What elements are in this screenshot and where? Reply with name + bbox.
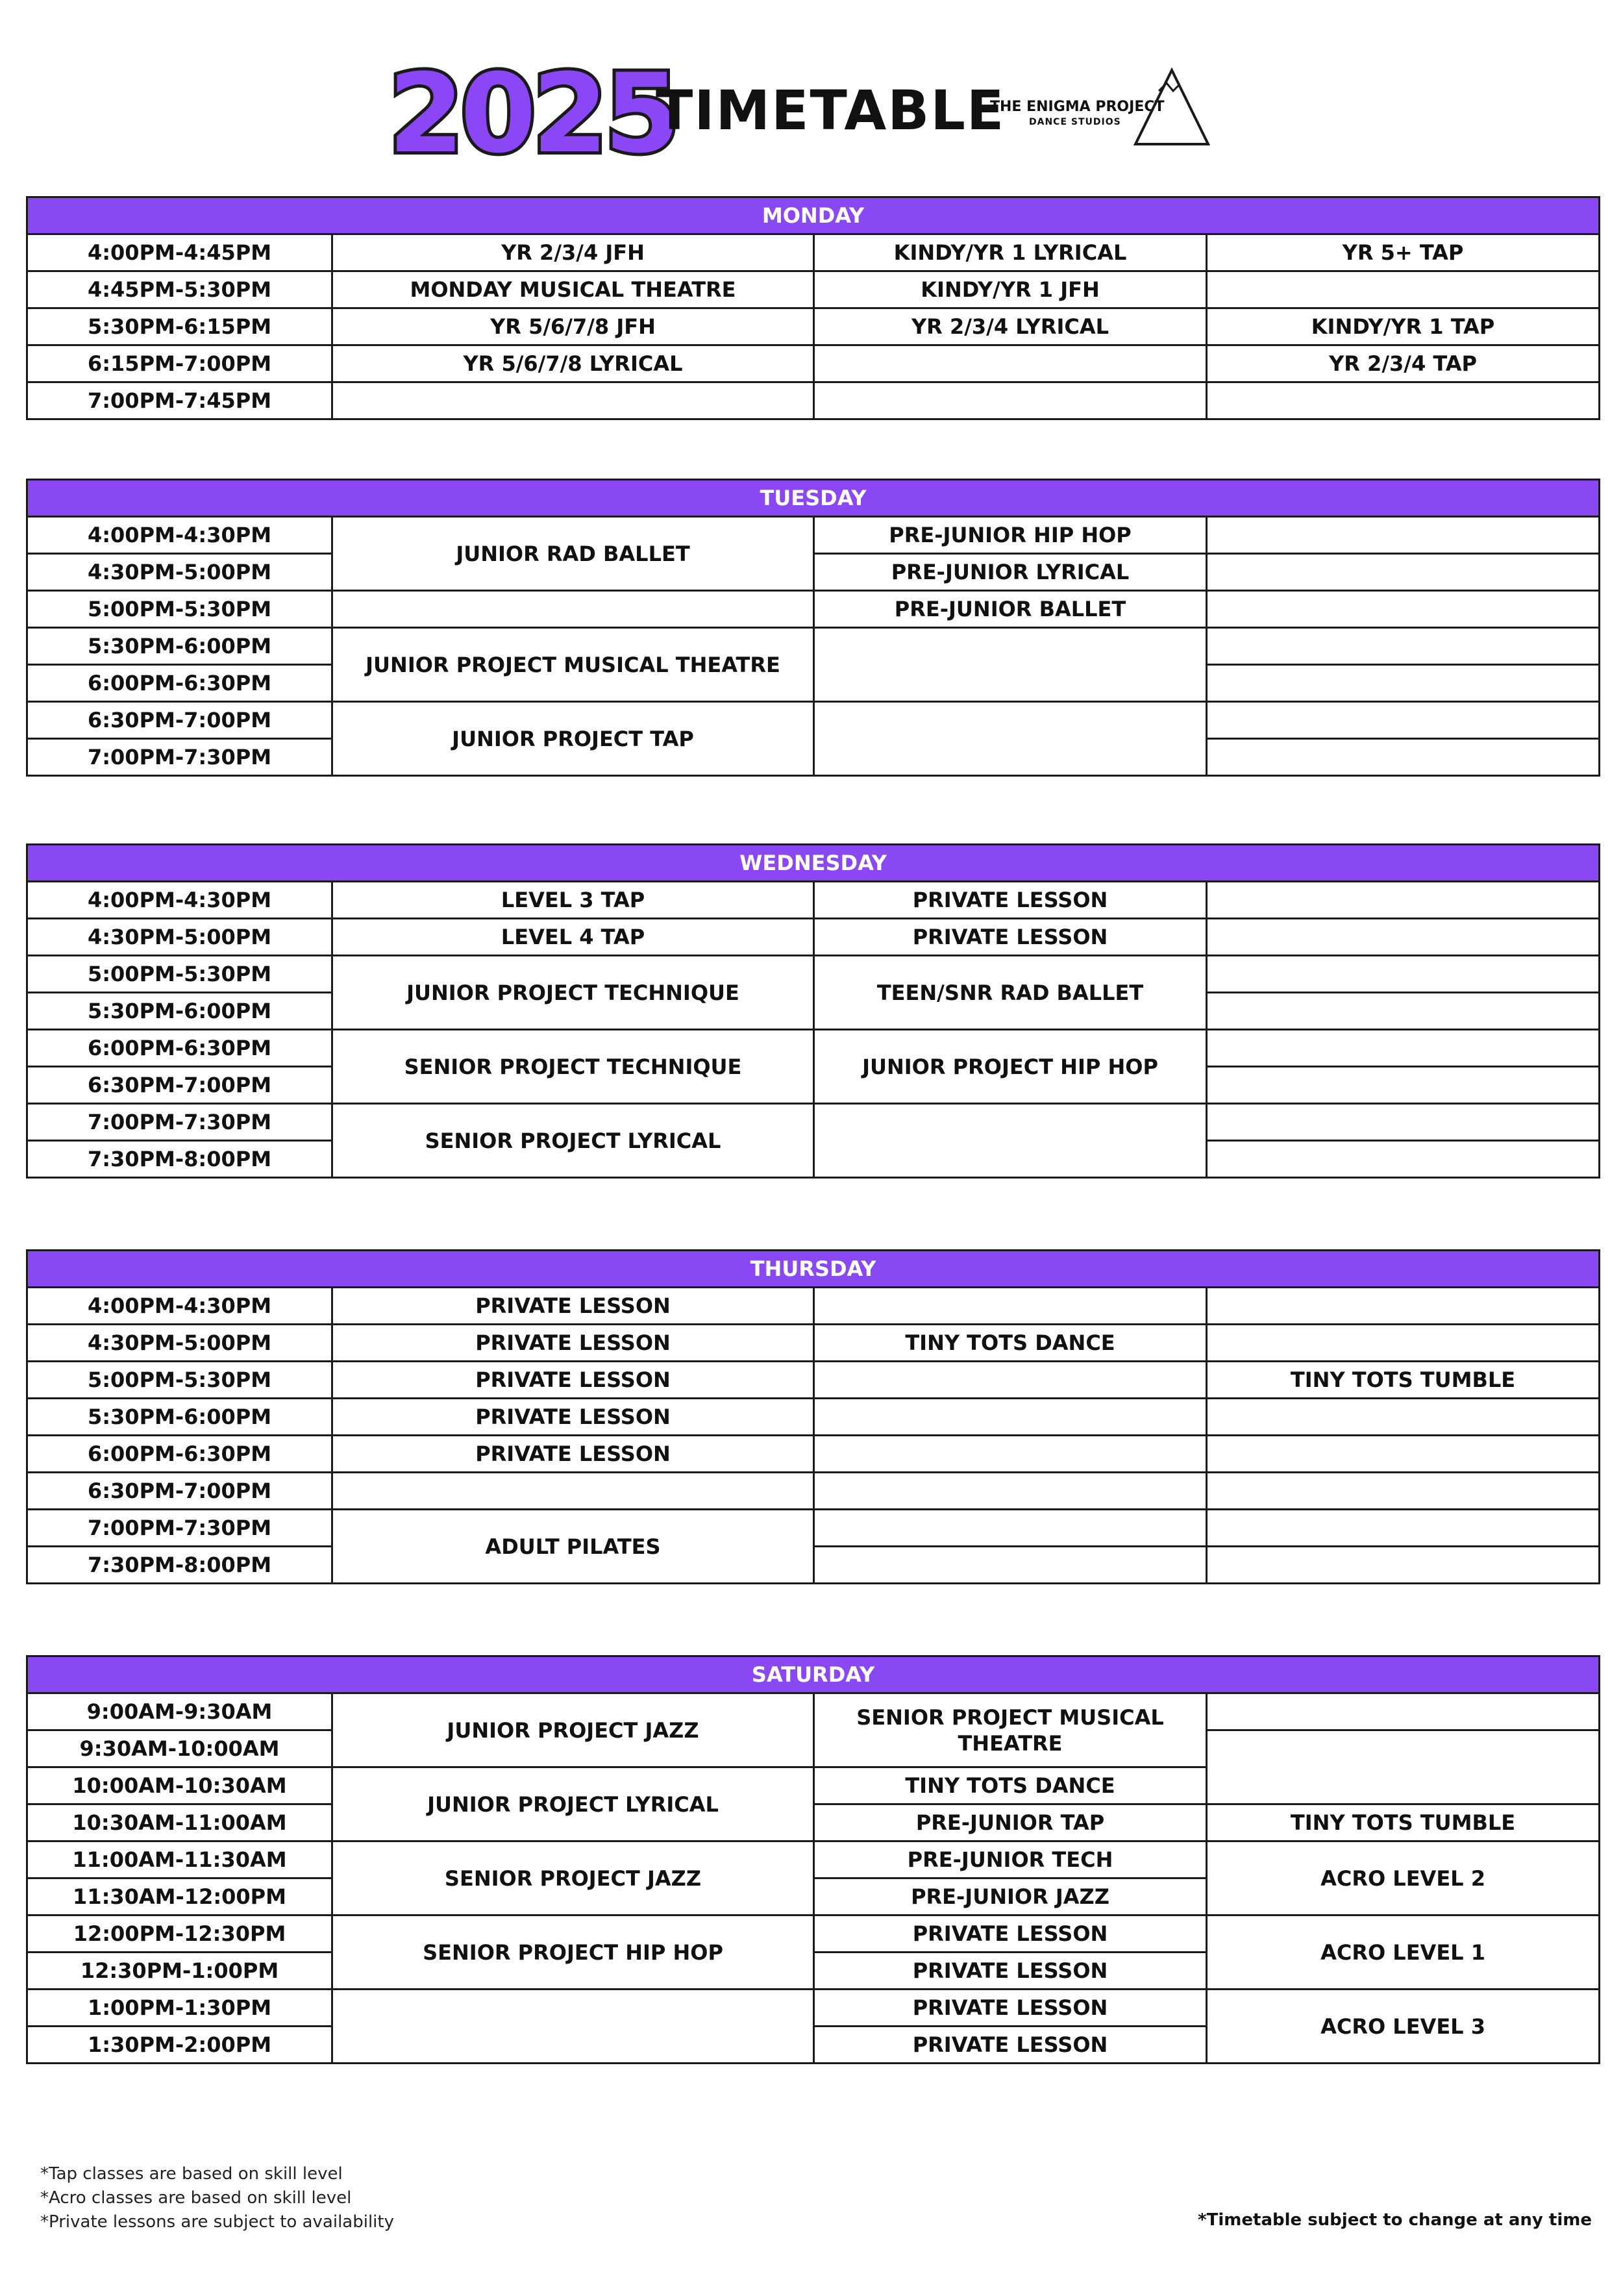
empty-cell [814,1473,1207,1510]
time-cell: 6:15PM-7:00PM [27,345,332,382]
empty-cell [814,1436,1207,1473]
footnote: *Private lessons are subject to availability [40,2212,394,2232]
class-cell: JUNIOR PROJECT TECHNIQUE [332,956,814,1030]
empty-cell [1207,702,1600,739]
tuesday-table [26,479,1600,777]
class-cell: SENIOR PROJECT HIP HOP [332,1915,814,1990]
table-row [27,382,1600,419]
class-cell: TINY TOTS DANCE [814,1325,1207,1362]
time-cell: 5:00PM-5:30PM [27,591,332,628]
empty-cell [814,1399,1207,1436]
disclaimer: *Timetable subject to change at any time [1198,2210,1592,2230]
empty-cell [1207,1730,1600,1804]
class-cell: TEEN/SNR RAD BALLET [814,956,1207,1030]
empty-cell [814,628,1207,702]
table-row [27,308,1600,345]
empty-cell [1207,1288,1600,1325]
table-row [27,919,1600,956]
class-cell: SENIOR PROJECT LYRICAL [332,1104,814,1178]
title-year: 2025 [388,50,676,177]
time-cell: 9:30AM-10:00AM [27,1730,332,1767]
table-row [27,554,1600,591]
time-cell: 4:00PM-4:30PM [27,517,332,554]
class-cell: TINY TOTS DANCE [814,1767,1207,1804]
class-cell: PRE-JUNIOR TECH [814,1841,1207,1878]
page-header [0,50,1623,177]
empty-cell [1207,739,1600,776]
time-cell: 10:30AM-11:00AM [27,1804,332,1841]
table-row [27,1473,1600,1510]
class-cell: MONDAY MUSICAL THEATRE [332,271,814,308]
class-cell: ACRO LEVEL 3 [1207,1990,1600,2064]
class-cell: JUNIOR PROJECT LYRICAL [332,1767,814,1841]
empty-cell [1207,1030,1600,1067]
monday-table [26,196,1600,420]
class-cell: SENIOR PROJECT TECHNIQUE [332,1030,814,1104]
class-cell: PRIVATE LESSON [814,1990,1207,2027]
class-cell: PRIVATE LESSON [332,1362,814,1399]
empty-cell [814,1510,1207,1547]
class-cell: YR 5/6/7/8 LYRICAL [332,345,814,382]
time-cell: 7:00PM-7:30PM [27,739,332,776]
table-row [27,628,1600,665]
empty-cell [814,345,1207,382]
empty-cell [1207,1104,1600,1141]
time-cell: 4:45PM-5:30PM [27,271,332,308]
empty-cell [332,591,814,628]
time-cell: 7:00PM-7:45PM [27,382,332,419]
class-cell: PRE-JUNIOR BALLET [814,591,1207,628]
empty-cell [1207,1325,1600,1362]
table-row [27,1915,1600,1953]
empty-cell [1207,271,1600,308]
time-cell: 5:00PM-5:30PM [27,1362,332,1399]
class-cell: PRIVATE LESSON [332,1436,814,1473]
empty-cell [1207,591,1600,628]
class-cell: SENIOR PROJECT MUSICAL THEATRE [814,1693,1207,1767]
class-cell: JUNIOR PROJECT MUSICAL THEATRE [332,628,814,702]
time-cell: 6:30PM-7:00PM [27,1067,332,1104]
footnote: *Acro classes are based on skill level [40,2188,352,2208]
day-header-thursday: THURSDAY [27,1251,1600,1288]
time-cell: 4:30PM-5:00PM [27,1325,332,1362]
wednesday-table [26,843,1600,1179]
class-cell: LEVEL 4 TAP [332,919,814,956]
class-cell: JUNIOR PROJECT TAP [332,702,814,776]
time-cell: 5:30PM-6:00PM [27,628,332,665]
table-row [27,1399,1600,1436]
class-cell: PRE-JUNIOR LYRICAL [814,554,1207,591]
table-row [27,1510,1600,1547]
time-cell: 5:30PM-6:00PM [27,993,332,1030]
empty-cell [1207,554,1600,591]
class-cell: PRIVATE LESSON [814,2027,1207,2064]
empty-cell [1207,382,1600,419]
table-row [27,1436,1600,1473]
table-row [27,517,1600,554]
empty-cell [814,1362,1207,1399]
empty-cell [1207,919,1600,956]
empty-cell [1207,1473,1600,1510]
table-row [27,345,1600,382]
table-row [27,1804,1600,1841]
time-cell: 7:30PM-8:00PM [27,1547,332,1584]
empty-cell [814,1547,1207,1584]
class-cell: PRIVATE LESSON [814,882,1207,919]
empty-cell [814,702,1207,776]
class-cell: YR 2/3/4 JFH [332,234,814,271]
time-cell: 11:30AM-12:00PM [27,1878,332,1915]
page-title: TIMETABLE [656,79,1006,142]
class-cell: JUNIOR PROJECT HIP HOP [814,1030,1207,1104]
table-row [27,271,1600,308]
class-cell: PRIVATE LESSON [814,919,1207,956]
empty-cell [1207,1436,1600,1473]
time-cell: 4:30PM-5:00PM [27,919,332,956]
time-cell: 4:00PM-4:30PM [27,1288,332,1325]
time-cell: 6:00PM-6:30PM [27,665,332,702]
table-row [27,1030,1600,1067]
empty-cell [1207,517,1600,554]
saturday-table [26,1655,1600,2064]
empty-cell [1207,1399,1600,1436]
table-row [27,1325,1600,1362]
class-cell: ADULT PILATES [332,1510,814,1584]
class-cell: JUNIOR RAD BALLET [332,517,814,591]
class-cell: PRE-JUNIOR HIP HOP [814,517,1207,554]
empty-cell [1207,1067,1600,1104]
time-cell: 6:30PM-7:00PM [27,1473,332,1510]
table-row [27,1104,1600,1141]
table-row [27,1547,1600,1584]
table-row [27,882,1600,919]
table-row [27,1990,1600,2027]
time-cell: 5:00PM-5:30PM [27,956,332,993]
class-cell: KINDY/YR 1 TAP [1207,308,1600,345]
empty-cell [332,1990,814,2064]
empty-cell [1207,665,1600,702]
table-row [27,1693,1600,1730]
empty-cell [814,382,1207,419]
time-cell: 4:00PM-4:30PM [27,882,332,919]
empty-cell [1207,993,1600,1030]
time-cell: 5:30PM-6:15PM [27,308,332,345]
footnote: *Tap classes are based on skill level [40,2164,343,2184]
class-cell: KINDY/YR 1 JFH [814,271,1207,308]
class-cell: YR 5+ TAP [1207,234,1600,271]
class-cell: TINY TOTS TUMBLE [1207,1362,1600,1399]
class-cell: PRIVATE LESSON [332,1288,814,1325]
empty-cell [1207,882,1600,919]
time-cell: 10:00AM-10:30AM [27,1767,332,1804]
empty-cell [1207,1547,1600,1584]
empty-cell [1207,628,1600,665]
empty-cell [1207,1510,1600,1547]
empty-cell [1207,1693,1600,1730]
day-header-tuesday: TUESDAY [27,480,1600,517]
empty-cell [814,1104,1207,1178]
triangle-logo-icon [1133,65,1211,149]
time-cell: 11:00AM-11:30AM [27,1841,332,1878]
table-row [27,1841,1600,1878]
time-cell: 5:30PM-6:00PM [27,1399,332,1436]
day-header-saturday: SATURDAY [27,1656,1600,1693]
empty-cell [332,1473,814,1510]
time-cell: 9:00AM-9:30AM [27,1693,332,1730]
class-cell: PRIVATE LESSON [814,1953,1207,1990]
table-row [27,702,1600,739]
empty-cell [814,1288,1207,1325]
class-cell: SENIOR PROJECT JAZZ [332,1841,814,1915]
studio-logo [990,65,1211,149]
class-cell: PRIVATE LESSON [814,1915,1207,1953]
time-cell: 7:00PM-7:30PM [27,1104,332,1141]
class-cell: PRE-JUNIOR TAP [814,1804,1207,1841]
logo-name: THE ENIGMA PROJECT [990,99,1165,115]
class-cell: YR 2/3/4 LYRICAL [814,308,1207,345]
class-cell: PRE-JUNIOR JAZZ [814,1878,1207,1915]
time-cell: 1:30PM-2:00PM [27,2027,332,2064]
class-cell: YR 2/3/4 TAP [1207,345,1600,382]
class-cell: LEVEL 3 TAP [332,882,814,919]
thursday-table [26,1249,1600,1584]
day-header-wednesday: WEDNESDAY [27,845,1600,882]
time-cell: 6:00PM-6:30PM [27,1030,332,1067]
table-row [27,591,1600,628]
empty-cell [1207,1141,1600,1178]
footnotes [40,2162,394,2234]
time-cell: 6:00PM-6:30PM [27,1436,332,1473]
time-cell: 7:00PM-7:30PM [27,1510,332,1547]
table-row [27,956,1600,993]
class-cell: YR 5/6/7/8 JFH [332,308,814,345]
time-cell: 6:30PM-7:00PM [27,702,332,739]
logo-subtitle: DANCE STUDIOS [1029,117,1121,127]
class-cell: ACRO LEVEL 1 [1207,1915,1600,1990]
table-row [27,1288,1600,1325]
time-cell: 12:00PM-12:30PM [27,1915,332,1953]
time-cell: 1:00PM-1:30PM [27,1990,332,2027]
time-cell: 4:00PM-4:45PM [27,234,332,271]
empty-cell [332,382,814,419]
class-cell: KINDY/YR 1 LYRICAL [814,234,1207,271]
class-cell: JUNIOR PROJECT JAZZ [332,1693,814,1767]
table-row [27,1362,1600,1399]
class-cell: ACRO LEVEL 2 [1207,1841,1600,1915]
day-header-monday: MONDAY [27,197,1600,234]
time-cell: 7:30PM-8:00PM [27,1141,332,1178]
class-cell: PRIVATE LESSON [332,1325,814,1362]
empty-cell [1207,956,1600,993]
table-row [27,234,1600,271]
time-cell: 4:30PM-5:00PM [27,554,332,591]
class-cell: PRIVATE LESSON [332,1399,814,1436]
class-cell: TINY TOTS TUMBLE [1207,1804,1600,1841]
time-cell: 12:30PM-1:00PM [27,1953,332,1990]
